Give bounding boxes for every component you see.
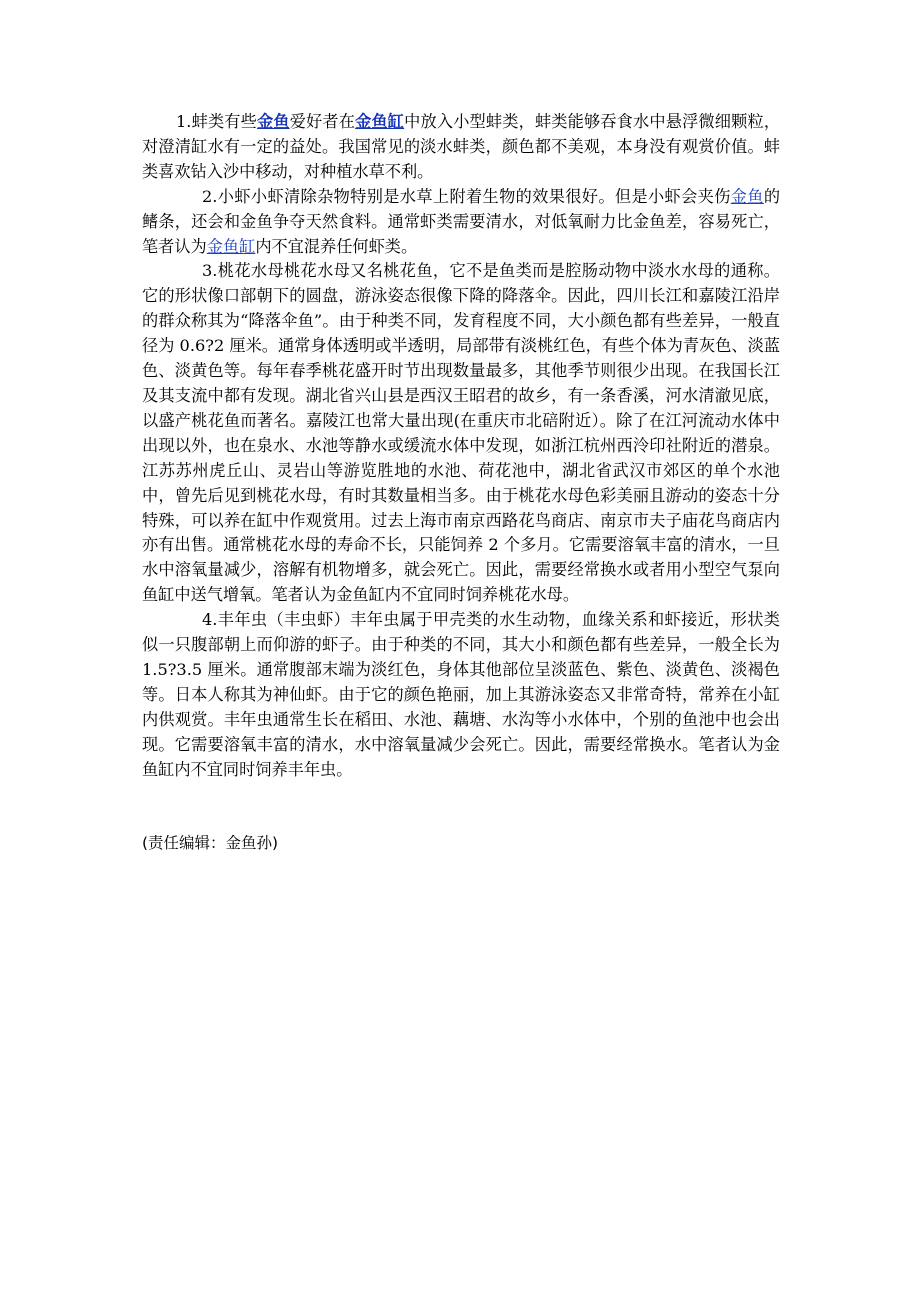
article-body	[142, 110, 780, 782]
paragraph-shrimp-rest: 内不宜混养任何虾类。	[255, 236, 418, 256]
link-goldfish[interactable]: 金鱼	[730, 186, 764, 206]
editor-credit: (责任编辑：金鱼孙)	[142, 834, 279, 852]
paragraph-clams-rest: 中放入小型蚌类，蚌类能够吞食水中悬浮微细颗粒，对澄清缸水有一定的益处。我国常见的淡水蚌类，颜色都不美观，本身没有观赏价值。蚌类喜欢钻入沙中移动，对种植水草不利。	[142, 112, 781, 181]
paragraph-shrimp-prefix: 2.小虾小虾清除杂物特别是水草上附着生物的效果很好。但是小虾会夹伤	[202, 186, 731, 206]
paragraph-shrimp-mid: 的鳍条，还会和金鱼争夺天然食料。通常虾类需要清水，对低氧耐力比金鱼差，容易死亡，笔者认为	[142, 186, 780, 256]
paragraph-jellyfish: 3.桃花水母桃花水母又名桃花鱼，它不是鱼类而是腔肠动物中淡水水母的通称。它的形状像口部朝下的圆盘，游泳姿态很像下降的降落伞。因此，四川长江和嘉陵江沿岸的群众称其为“降落伞鱼”。由于种类不同，发育程度不同，大小颜色都有些差异，一般直径为 0.6?2 厘米。通常身体透明或半透明，局部带有淡桃红色，有些个体为青灰色、淡蓝色、淡黄色等。每年春季桃花盛开时节出现数量最多，其他季节则很少出现。在我国长江及其支流中都有发现。湖北省兴山县是西汉王昭君的故乡，有一条香溪，河水清澈见底，以盛产桃花鱼而著名。嘉陵江也常大量出现(在重庆市北碚附近）。除了在江河流动水体中出现以外，也在泉水、水池等静水或缓流水体中发现，如浙江杭州西泠印社附近的潜泉。江苏苏州虎丘山、灵岩山等游览胜地的水池、荷花池中，湖北省武汉市郊区的单个水池中，曾先后见到桃花水母，有时其数量相当多。由于桃花水母色彩美丽且游动的姿态十分特殊，可以养在缸中作观赏用。过去上海市南京西路花鸟商店、南京市夫子庙花鸟商店内亦有出售。通常桃花水母的寿命不长，只能饲养 2 个多月。它需要溶氧丰富的清水，一旦水中溶氧量减少，溶解有机物增多，就会死亡。因此，需要经常换水或者用小型空气泵向鱼缸中送气增氧。笔者认为金鱼缸内不宜同时饲养桃花水母。	[142, 261, 780, 605]
paragraph-clams-mid: 爱好者在	[289, 112, 356, 131]
paragraph-clams	[142, 110, 780, 185]
link-goldfish-tank[interactable]: 金鱼缸	[206, 236, 256, 256]
paragraph-clams-prefix: 1.蚌类有些	[176, 112, 257, 131]
link-goldfish-tank[interactable]: 金鱼缸	[355, 112, 405, 131]
link-goldfish[interactable]: 金鱼	[257, 112, 290, 131]
paragraph-fairy-shrimp: 4.丰年虫（丰虫虾）丰年虫属于甲壳类的水生动物，血缘关系和虾接近，形状类似一只腹部朝上而仰游的虾子。由于种类的不同，其大小和颜色都有些差异，一般全长为 1.5?3.5 厘米。通常腹部末端为淡红色，身体其他部位呈淡蓝色、紫色、淡黄色、淡褐色等。日本人称其为神仙虾。由于它的颜色艳丽，加上其游泳姿态又非常奇特，常养在小缸内供观赏。丰年虫通常生长在稻田、水池、藕塘、水沟等小水体中，个别的鱼池中也会出现。它需要溶氧丰富的清水，水中溶氧量减少会死亡。因此，需要经常换水。笔者认为金鱼缸内不宜同时饲养丰年虫。	[142, 610, 780, 779]
paragraph-shrimp	[142, 185, 780, 260]
